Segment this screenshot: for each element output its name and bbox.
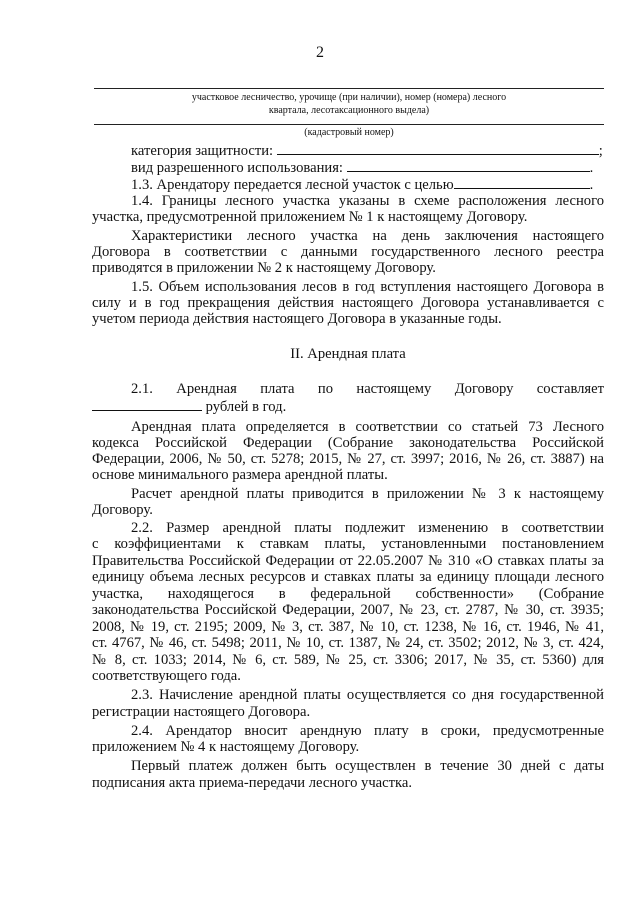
protection-category-line: категория защитности: ; <box>131 143 603 159</box>
section-2-title: II. Арендная плата <box>290 346 406 362</box>
rent-amount-blank[interactable] <box>92 397 202 411</box>
permitted-use-line: вид разрешенного использования: . <box>131 160 594 176</box>
protection-category-blank[interactable] <box>277 141 599 155</box>
forestry-caption: участковое лесничество, урочище (при наличии), номер (номера) лесного квартала, лесотаксационного выдела) <box>191 92 507 116</box>
permitted-use-blank[interactable] <box>347 158 590 172</box>
cadastral-underline <box>94 124 604 125</box>
purpose-blank[interactable] <box>454 175 590 189</box>
clause-1-3: 1.3. Арендатору передается лесной участок с целью . <box>131 177 594 193</box>
page-number: 2 <box>316 44 324 61</box>
cadastral-caption: (кадастровый номер) <box>304 127 394 138</box>
forestry-underline <box>94 88 604 89</box>
document-page: 2 участковое лесничество, урочище (при наличии), номер (номера) лесного квартала, лесотаксационного выдела) (кадастровый номер) категория защитности: ; вид разрешенного использования: . 1.3. Арендатору передается лесной участок с целью . 1.4. Границы лесного участка указаны в схеме расположения лесного участка, предусмотренной приложением № 1 к настоящему Договору. Характеристики лесного участка на день заключения настоящего Договора в соответствии с данными государственного лесного реестра приводятся в приложении № 2 к настоящему Договору. 1.5. Объем использования лесов в год вступления настоящего Договора в силу и в год прекращения действия настоящего Договора устанавливается с учетом периода действия настоящего Договора в указанные годы. II. Арендная плата 2.1. Арендная плата по настоящему Договору составляет рублей в год. Арендная плата определяется в соответствии со статьей 73 Лесного кодекса Российской Федерации (Собрание законодательства Российской Федерации, 2006, № 50, ст. 5278; 2015, № 27, ст. 3997; 2016, № 26, ст. 3887) на основе минимального размера арендной платы. Расчет арендной платы приводится в приложении № 3 к настоящему Договору. 2.2. Размер арендной платы подлежит изменению в соответствии с коэффициентами к ставкам платы, установленными постановлением Правительства Российской Федерации от 22.05.2007 № 310 «О ставках платы за единицу объема лесных ресурсов и ставках платы за единицу площади лесного участка, находящегося в федеральной собственности» (Собрание законодательства Российской Федерации, 2007, № 23, ст. 2787, № 30, ст. 3935; 2008, № 19, ст. 2195; 2009, № 3, ст. 387, № 10, ст. 1238, № 16, ст. 1946, № 41, ст. 4767, № 46, ст. 5498; 2011, № 10, ст. 1387, № 24, ст. 3502; 2012, № 3, ст. 424, № 8, ст. 1033; 2014, № 6, ст. 589, № 25, ст. 3306; 2017, № 35, ст. 5360) для соответствующего года. 2.3. Начисление арендной платы осуществляется со дня государственной регистрации настоящего Договора. 2.4. Арендатор вносит арендную плату в сроки, предусмотренные приложением № 4 к настоящему Договору. Первый платеж должен быть осуществлен в течение 30 дней с даты подписания акта приема-передачи лесного участка. <box>0 0 640 905</box>
